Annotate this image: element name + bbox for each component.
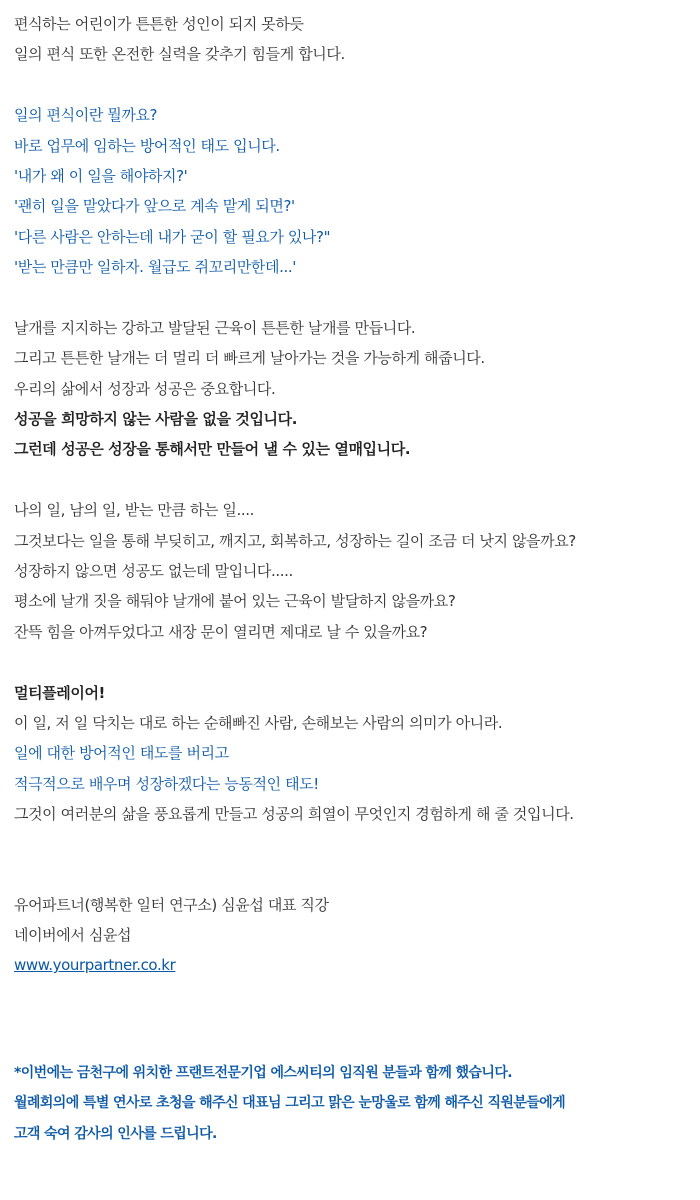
quote-line: '다른 사람은 안하는데 내가 굳이 할 필요가 있나?" [14, 227, 331, 246]
text-line: 그것보다는 일을 통해 부딪히고, 깨지고, 회복하고, 성장하는 길이 조금 더 낫지 않을까요? [14, 531, 576, 550]
text-line: 편식하는 어린이가 튼튼한 성인이 되지 못하듯 [14, 15, 304, 33]
spacer [14, 981, 686, 1058]
spacer [14, 830, 686, 890]
text-line: 그리고 튼튼한 날개는 더 멀리 더 빠르게 날아가는 것을 가능하게 해줍니다. [14, 349, 485, 368]
text-line: 적극적으로 배우며 성장하겠다는 능동적인 태도! [14, 774, 319, 793]
website-link[interactable]: www.yourpartner.co.kr [14, 956, 176, 975]
text-line: 일의 편식 또한 온전한 실력을 갖추기 힘들게 합니다. [14, 45, 345, 64]
text-line: 나의 일, 남의 일, 받는 만큼 하는 일.... [14, 501, 254, 520]
paragraph-intro [14, 9, 686, 70]
spacer [14, 647, 686, 677]
spacer [14, 283, 686, 313]
text-line: 그것이 여러분의 삶을 풍요롭게 만들고 성공의 희열이 무엇인지 경험하게 해 줄 것입니다. [14, 805, 574, 824]
text-line: 성장하지 않으면 성공도 없는데 말입니다..... [14, 562, 293, 581]
bold-text-line: 그런데 성공은 성장을 통해서만 만들어 낼 수 있는 열매입니다. [14, 440, 411, 459]
quote-line: '내가 왜 이 일을 해야하지?' [14, 166, 188, 185]
signature-naver: 네이버에서 심윤섭 [14, 925, 132, 944]
quote-line: '괜히 일을 맡았다가 앞으로 계속 맡게 되면?' [14, 197, 295, 216]
footnote-line: 월례회의에 특별 연사로 초청을 해주신 대표님 그리고 맑은 눈망울로 함께 해주신 직원분들에게 [14, 1095, 566, 1112]
footnote-line: 고객 숙여 감사의 인사를 드립니다. [14, 1125, 217, 1142]
paragraph-wings [14, 313, 686, 465]
quote-line: '받는 만큼만 일하자. 월급도 쥐꼬리만한데...' [14, 258, 296, 277]
spacer [14, 465, 686, 495]
paragraph-multiplayer [14, 678, 686, 830]
text-line: 일에 대한 방어적인 태도를 버리고 [14, 744, 229, 763]
paragraph-work-picky [14, 100, 686, 282]
text-line: 날개를 지지하는 강하고 발달된 근육이 튼튼한 날개를 만듭니다. [14, 318, 416, 337]
text-line: 평소에 날개 짓을 해둬야 날개에 붙어 있는 근육이 발달하지 않을까요? [14, 592, 456, 611]
footnote-block [14, 1058, 686, 1149]
spacer [14, 70, 686, 100]
text-line: 잔뜩 힘을 아껴두었다고 새장 문이 열리면 제대로 날 수 있을까요? [14, 622, 428, 641]
signature-title: 유어파트너(행복한 일터 연구소) 심윤섭 대표 직강 [14, 895, 329, 914]
text-line: 이 일, 저 일 닥치는 대로 하는 순해빠진 사람, 손해보는 사람의 의미가 아니라. [14, 713, 503, 732]
text-line: 우리의 삶에서 성장과 성공은 중요합니다. [14, 379, 276, 398]
paragraph-growth [14, 495, 686, 647]
signature-block [14, 890, 686, 981]
bold-heading-line: 멀티플레이어! [14, 683, 105, 702]
footnote-line: *이번에는 금천구에 위치한 프랜트전문기업 에스씨티의 임직원 분들과 함께 했습니다. [14, 1064, 512, 1081]
text-line: 바로 업무에 임하는 방어적인 태도 입니다. [14, 136, 280, 155]
text-line: 일의 편식이란 뭘까요? [14, 106, 158, 125]
bold-text-line: 성공을 희망하지 않는 사람을 없을 것입니다. [14, 410, 298, 429]
